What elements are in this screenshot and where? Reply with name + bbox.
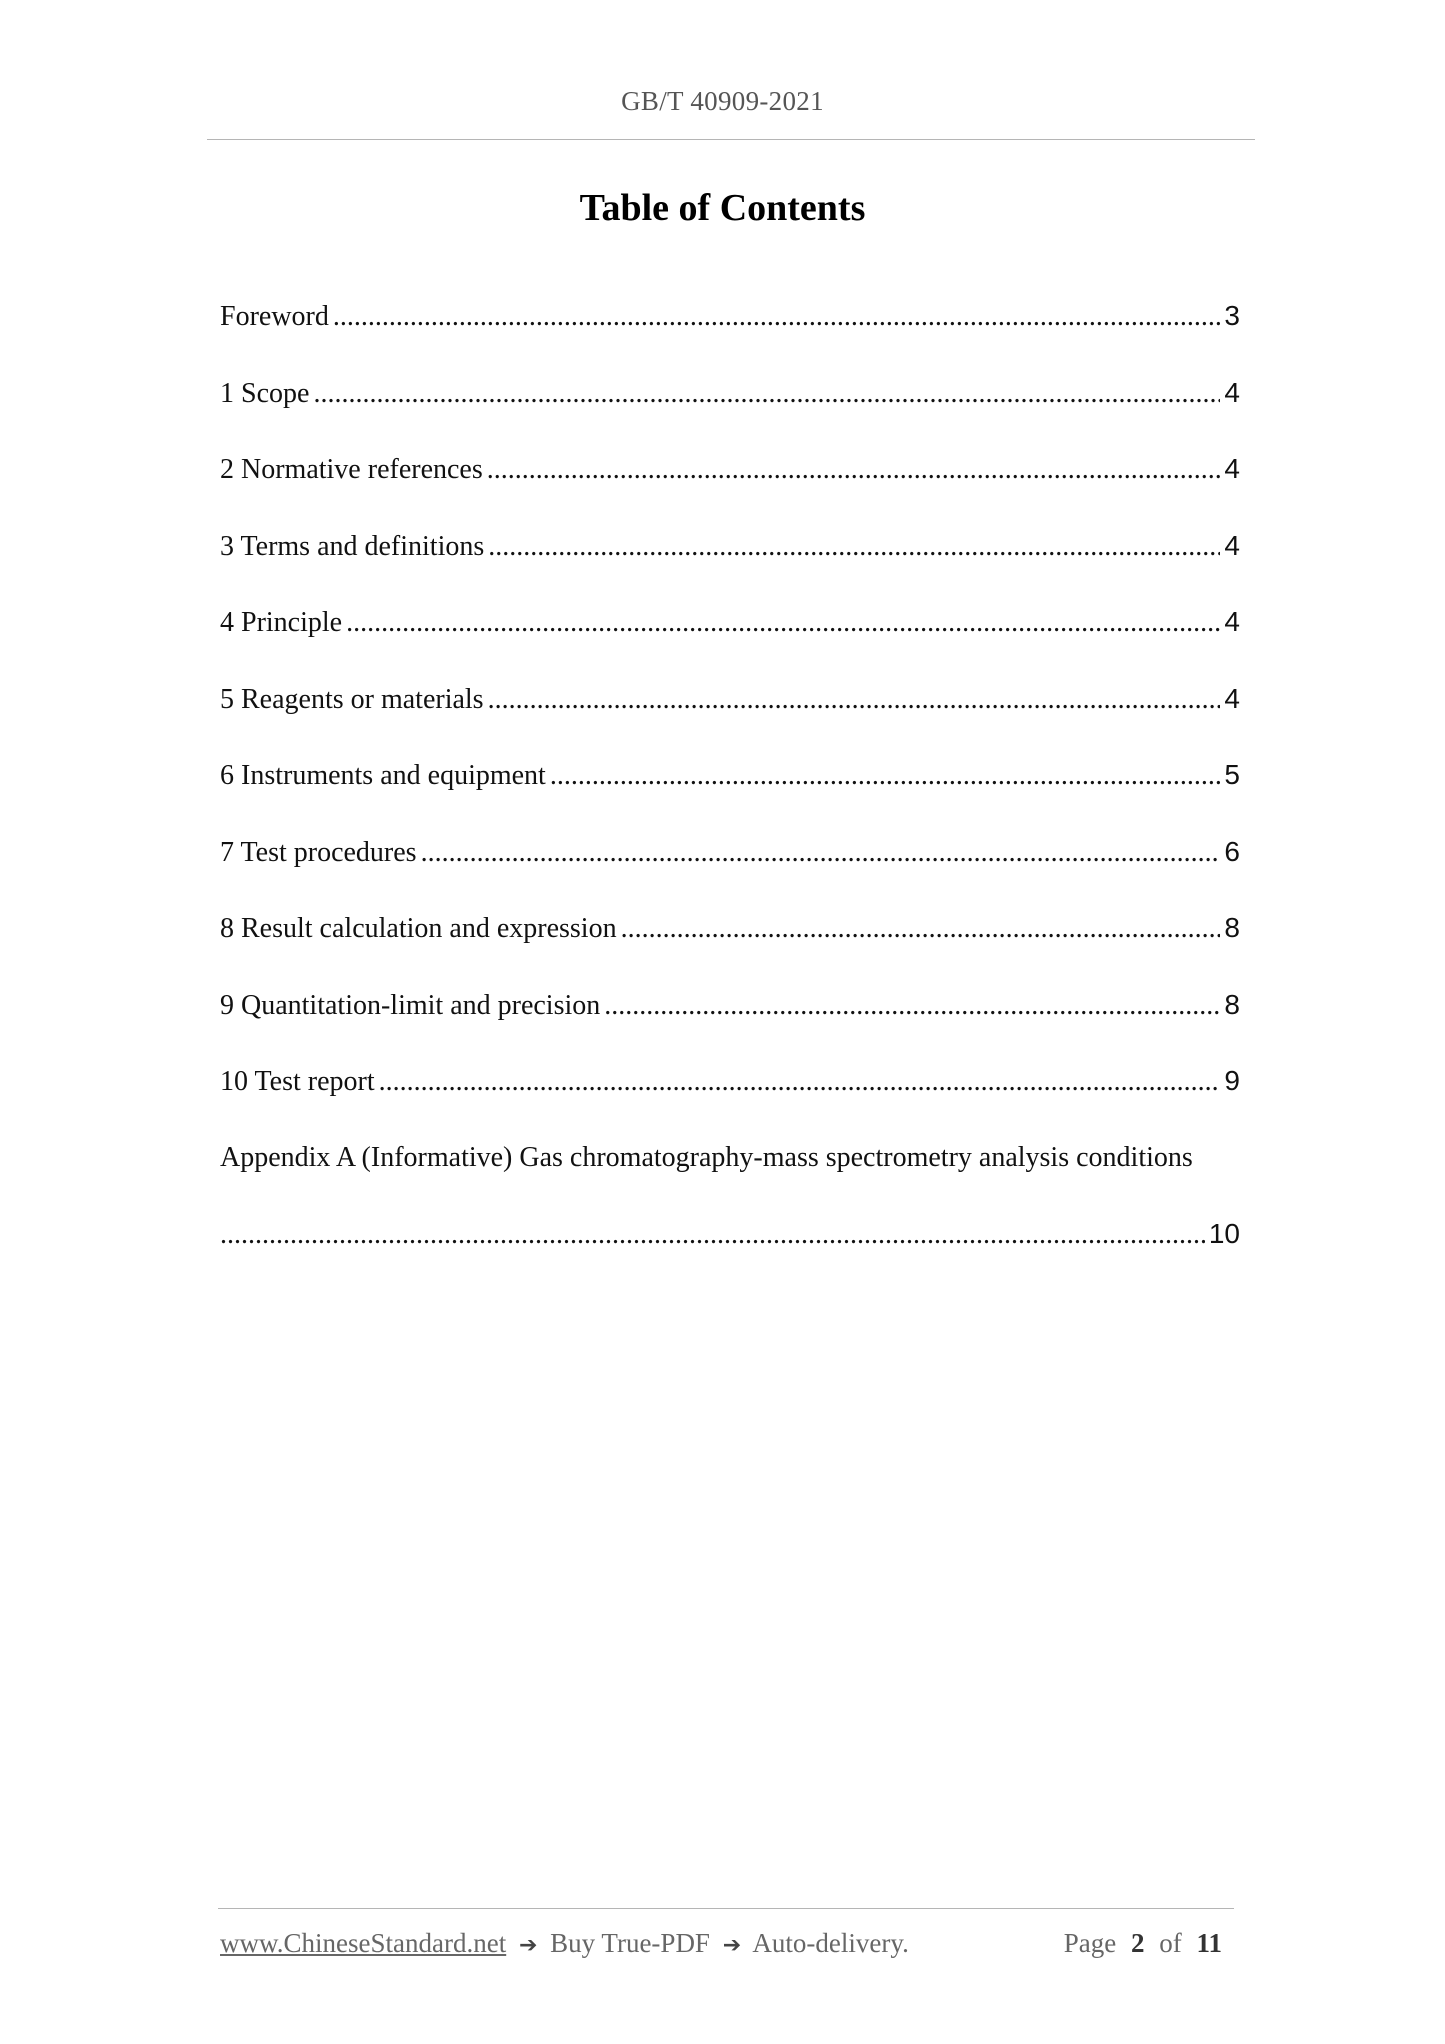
toc-entry-label: 8 Result calculation and expression bbox=[220, 913, 617, 944]
toc-entry-page: 3 bbox=[1224, 300, 1240, 331]
toc-dot-leader bbox=[421, 837, 1221, 869]
toc-entry-page: 4 bbox=[1224, 453, 1240, 484]
toc-entry-appendix-a[interactable] bbox=[220, 1142, 1240, 1295]
toc-dot-leader bbox=[550, 760, 1221, 792]
toc-entry-principle[interactable] bbox=[220, 606, 1240, 683]
toc-entry-test-report[interactable] bbox=[220, 1065, 1240, 1142]
toc-entry-page: 6 bbox=[1224, 835, 1240, 867]
toc-entry-instruments[interactable] bbox=[220, 759, 1240, 836]
footer-step-buy: Buy True-PDF bbox=[550, 1928, 710, 1958]
toc-entry-terms-definitions[interactable] bbox=[220, 530, 1240, 607]
toc-entry-label: 4 Principle bbox=[220, 607, 343, 638]
toc-entry-result-calculation[interactable] bbox=[220, 912, 1240, 989]
toc-dot-leader bbox=[346, 607, 1220, 639]
toc-dot-leader bbox=[621, 913, 1221, 945]
toc-entry-page: 8 bbox=[1224, 988, 1240, 1020]
toc-entry-label: 3 Terms and definitions bbox=[220, 530, 485, 562]
header-divider bbox=[207, 139, 1255, 140]
toc-entry-label: 5 Reagents or materials bbox=[220, 683, 484, 715]
arrow-right-icon: ➔ bbox=[518, 1933, 538, 1958]
toc-entry-label: 6 Instruments and equipment bbox=[220, 760, 546, 791]
toc-entry-page: 4 bbox=[1224, 529, 1240, 561]
page-number bbox=[1064, 1928, 1230, 1959]
site-link[interactable]: www.ChineseStandard.net bbox=[220, 1928, 507, 1958]
toc-entry-page: 10 bbox=[1208, 1218, 1240, 1249]
toc-dot-leader bbox=[220, 1219, 1205, 1251]
toc-entry-label: 7 Test procedures bbox=[220, 836, 417, 868]
toc-dot-leader bbox=[488, 684, 1221, 716]
toc-dot-leader bbox=[604, 990, 1220, 1022]
toc-entry-page: 4 bbox=[1224, 376, 1240, 408]
toc-entry-foreword[interactable] bbox=[220, 300, 1240, 377]
toc-entry-page: 8 bbox=[1224, 912, 1240, 943]
toc-entry-label: 9 Quantitation-limit and precision bbox=[220, 989, 601, 1021]
toc-entry-label: 10 Test report bbox=[220, 1066, 375, 1097]
toc-entry-scope[interactable] bbox=[220, 377, 1240, 454]
toc-entry-label: Appendix A (Informative) Gas chromatography-mass spectrometry analysis conditions bbox=[220, 1141, 1193, 1173]
toc-heading: Table of Contents bbox=[579, 187, 866, 229]
page-current: 2 bbox=[1130, 1928, 1145, 1958]
footer-promo bbox=[220, 1928, 909, 1959]
toc-entry-page: 5 bbox=[1224, 759, 1240, 790]
toc-dot-leader bbox=[488, 531, 1220, 563]
page-total: 11 bbox=[1196, 1928, 1222, 1958]
toc-entry-test-procedures[interactable] bbox=[220, 836, 1240, 913]
arrow-right-icon: ➔ bbox=[722, 1933, 742, 1958]
toc-entry-page: 4 bbox=[1224, 606, 1240, 637]
toc-entry-normative-references[interactable] bbox=[220, 453, 1240, 530]
toc-dot-leader bbox=[487, 454, 1221, 486]
toc-dot-leader bbox=[313, 378, 1220, 410]
page-word: Page bbox=[1063, 1928, 1117, 1958]
toc-entry-page: 4 bbox=[1224, 682, 1240, 714]
toc-entry-quantitation-limit[interactable] bbox=[220, 989, 1240, 1066]
footer-step-delivery: Auto-delivery. bbox=[752, 1928, 909, 1958]
document-id-header: GB/T 40909-2021 bbox=[621, 86, 824, 116]
toc-dot-leader bbox=[333, 301, 1221, 333]
toc-entry-label: 2 Normative references bbox=[220, 454, 483, 485]
toc-entry-label: 1 Scope bbox=[220, 377, 310, 409]
toc-entry-page: 9 bbox=[1224, 1065, 1240, 1096]
of-word: of bbox=[1159, 1928, 1182, 1958]
footer-divider bbox=[218, 1908, 1234, 1909]
toc-list bbox=[220, 300, 1240, 1295]
toc-dot-leader bbox=[379, 1066, 1221, 1098]
toc-entry-reagents[interactable] bbox=[220, 683, 1240, 760]
toc-entry-label: Foreword bbox=[220, 301, 329, 332]
